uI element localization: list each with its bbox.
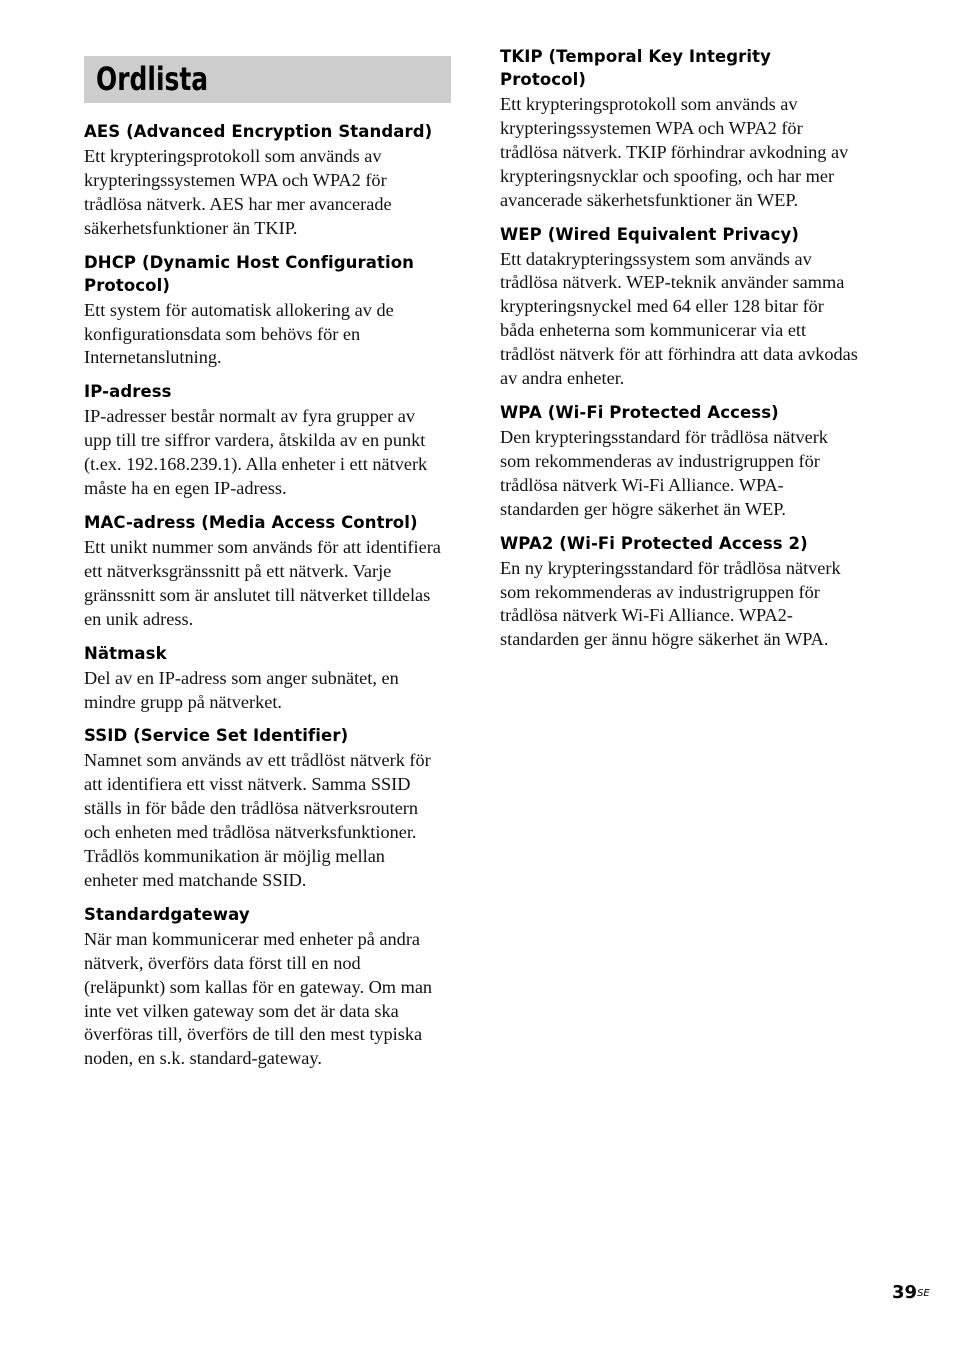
glossary-definition: Del av en IP-adress som anger subnätet, en mindre grupp på nätverket. [84, 667, 399, 712]
glossary-term: SSID (Service Set Identifier) [84, 726, 349, 746]
glossary-entry-ip-adress [84, 380, 456, 501]
glossary-entry-dhcp [84, 251, 456, 371]
glossary-term: AES (Advanced Encryption Standard) [84, 122, 433, 141]
page-number [892, 1281, 930, 1305]
glossary-term: WEP (Wired Equivalent Privacy) [500, 224, 800, 244]
glossary-entry-ssid [84, 724, 456, 892]
glossary-definition: Ett datakrypteringssystem som används av trådlösa nätverk. WEP-teknik använder samma krypteringsnyckel med 64 eller 128 bitar för båda enheterna som kommunicerar via ett trådlöst nätverk för att förhindra att data avkodas av andra enheter. [500, 248, 858, 389]
glossary-definition: Den krypteringsstandard för trådlösa nätverk som rekommenderas av industrigruppen för trådlösa nätverk Wi-Fi Alliance. WPA- standarden ger högre säkerhet än WEP. [500, 426, 828, 519]
page-number-value: 39 [892, 1282, 918, 1303]
glossary-definition: Ett krypteringsprotokoll som används av krypteringssystemen WPA och WPA2 för trådlösa nätverk. TKIP förhindrar avkodning av krypteringsnycklar och spoofing, och har mer avancerade säkerhetsfunktioner än WEP. [500, 94, 849, 210]
glossary-entry-wpa2 [500, 532, 872, 653]
glossary-term: MAC-adress (Media Access Control) [84, 512, 418, 532]
glossary-term: DHCP (Dynamic Host Configuration Protocol) [84, 252, 414, 295]
glossary-definition: Ett unikt nummer som används för att identifiera ett nätverksgränssnitt på ett nätverk. Varje gränssnitt som är anslutet till nätverket tilldelas en unik adress. [84, 536, 441, 629]
glossary-entry-natmask [84, 642, 456, 715]
glossary-term: IP-adress [84, 382, 172, 402]
right-column [500, 45, 872, 652]
glossary-definition: IP-adresser består normalt av fyra grupper av upp till tre siffror vardera, åtskilda av en punkt (t.ex. 192.168.239.1). Alla enheter i ett nätverk måste ha en egen IP-adress. [84, 406, 428, 499]
glossary-entry-aes [84, 120, 456, 241]
glossary-term: WPA2 (Wi-Fi Protected Access 2) [500, 533, 808, 553]
glossary-entry-wep [500, 223, 872, 391]
page-title: Ordlista [96, 60, 209, 98]
glossary-definition: En ny krypteringsstandard för trådlösa nätverk som rekommenderas av industrigruppen för trådlösa nätverk Wi-Fi Alliance. WPA2- standarden ger ännu högre säkerhet än WPA. [500, 557, 841, 650]
page-number-suffix: SE [917, 1288, 930, 1299]
glossary-definition: Ett system för automatisk allokering av de konfigurationsdata som behövs för en Internetanslutning. [84, 299, 394, 368]
page-title-bar [84, 56, 451, 103]
glossary-term: TKIP (Temporal Key Integrity Protocol) [500, 47, 772, 89]
glossary-term: Standardgateway [84, 904, 250, 924]
glossary-definition: Namnet som används av ett trådlöst nätverk för att identifiera ett visst nätverk. Samma SSID ställs in för både den trådlösa nätverksroutern och enheten med trådlösa nätverksfunktioner. Trådlös kommunikation är möjlig mellan enheter med matchande SSID. [84, 750, 431, 890]
left-column [84, 120, 456, 1071]
glossary-entry-mac-adress [84, 511, 456, 632]
glossary-term: Nätmask [84, 643, 167, 663]
glossary-entry-tkip [500, 45, 872, 213]
glossary-entry-wpa [500, 401, 872, 522]
glossary-definition: När man kommunicerar med enheter på andra nätverk, överförs data först till en nod (reläpunkt) som kallas för en gateway. Om man inte vet vilken gateway som det är data ska överföras till, överförs de till den mest typiska noden, en s.k. standard-gateway. [84, 928, 433, 1069]
glossary-term: WPA (Wi-Fi Protected Access) [500, 402, 779, 422]
glossary-entry-standardgateway [84, 903, 456, 1071]
glossary-definition: Ett krypteringsprotokoll som används av krypteringssystemen WPA och WPA2 för trådlösa nätverk. AES har mer avancerade säkerhetsfunktioner än TKIP. [84, 146, 392, 238]
